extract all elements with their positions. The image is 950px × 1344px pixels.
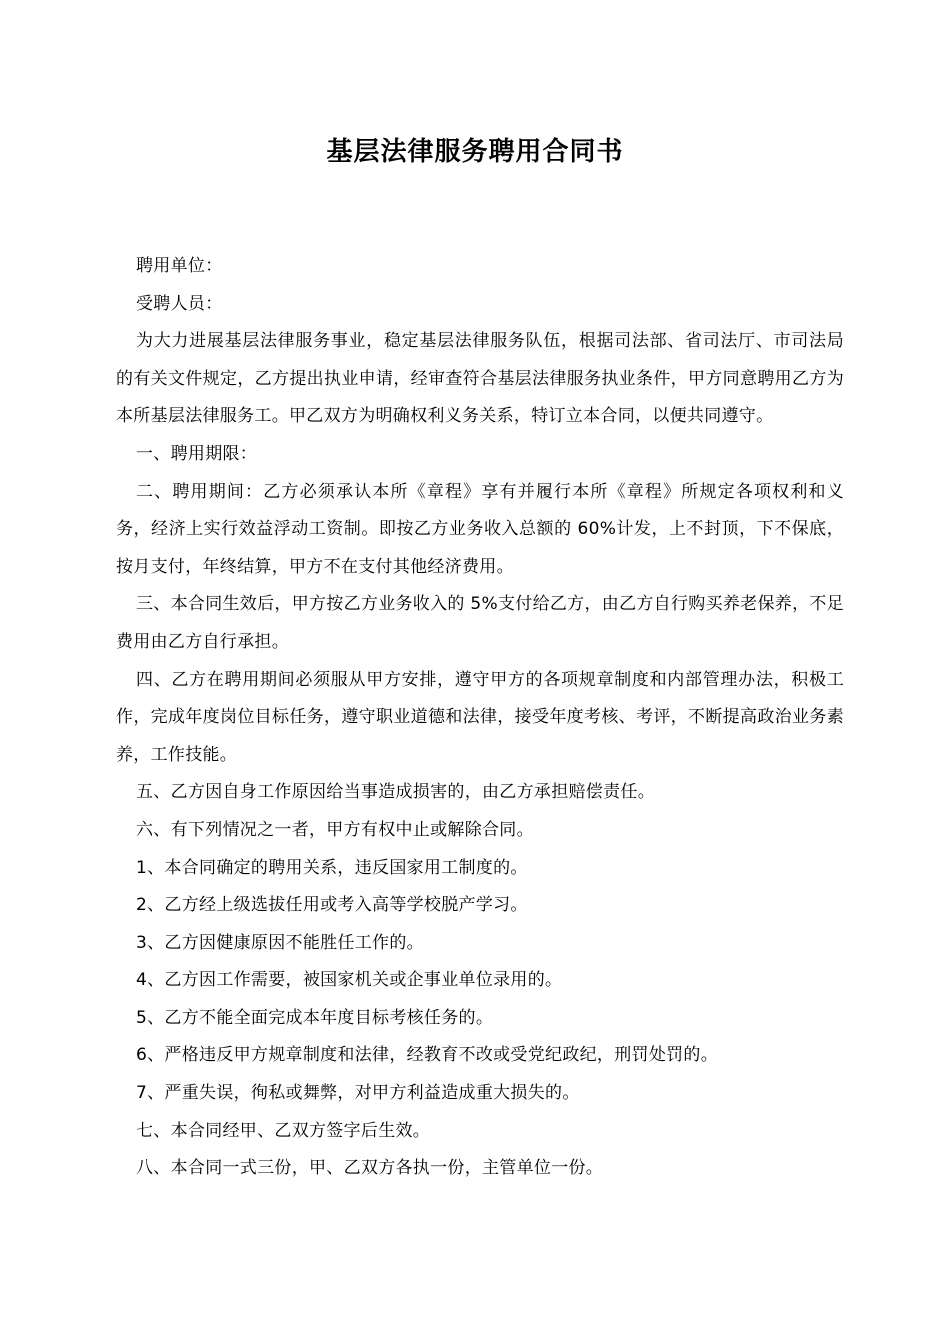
paragraph-employee: 受聘人员： [136,293,223,314]
paragraph-clause-4: 四、乙方在聘用期间必须服从甲方安排，遵守甲方的各项规章制度和内部管理办法，积极工作，完成年度岗位目标任务，遵守职业道德和法律，接受年度考核、考评，不断提高政治业务素养，工作技能。 [116,669,844,765]
list-item-6-3: 3、乙方因健康原因不能胜任工作的。 [136,932,424,953]
paragraph-clause-5: 五、乙方因自身工作原因给当事造成损害的，由乙方承担赔偿责任。 [136,782,655,803]
paragraph-clause-8: 八、本合同一式三份，甲、乙双方各执一份，主管单位一份。 [136,1158,604,1179]
paragraph-clause-6: 六、有下列情况之一者，甲方有权中止或解除合同。 [136,819,534,840]
document-title: 基层法律服务聘用合同书 [326,137,624,167]
list-item-6-6: 6、严格违反甲方规章制度和法律，经教育不改或受党纪政纪，刑罚处罚的。 [136,1045,719,1066]
list-item-6-1: 1、本合同确定的聘用关系，违反国家用工制度的。 [136,857,528,878]
paragraph-clause-1: 一、聘用期限： [136,443,258,464]
paragraph-clause-2: 二、聘用期间：乙方必须承认本所《章程》享有并履行本所《章程》所规定各项权利和义务，经济上实行效益浮动工资制。即按乙方业务收入总额的 60%计发，上不封顶，下不保底，按月支付，年终结算，甲方不在支付其他经济费用。 [116,481,844,577]
document-body [116,248,844,1188]
list-item-6-5: 5、乙方不能全面完成本年度目标考核任务的。 [136,1007,494,1028]
paragraph-employer: 聘用单位： [136,256,223,276]
list-item-6-7: 7、严重失误，徇私或舞弊，对甲方利益造成重大损失的。 [136,1083,580,1104]
paragraph-clause-7: 七、本合同经甲、乙双方签字后生效。 [136,1120,431,1141]
paragraph-preamble: 为大力进展基层法律服务事业，稳定基层法律服务队伍，根据司法部、省司法厅、市司法局的有关文件规定，乙方提出执业申请，经审查符合基层法律服务执业条件，甲方同意聘用乙方为本所基层法律服务工。甲乙双方为明确权利义务关系，特订立本合同，以便共同遵守。 [116,331,844,427]
list-item-6-2: 2、乙方经上级选拔任用或考入高等学校脱产学习。 [136,895,528,916]
paragraph-clause-3: 三、本合同生效后，甲方按乙方业务收入的 5%支付给乙方，由乙方自行购买养老保养，不足费用由乙方自行承担。 [116,594,844,652]
list-item-6-4: 4、乙方因工作需要，被国家机关或企事业单位录用的。 [136,970,563,991]
